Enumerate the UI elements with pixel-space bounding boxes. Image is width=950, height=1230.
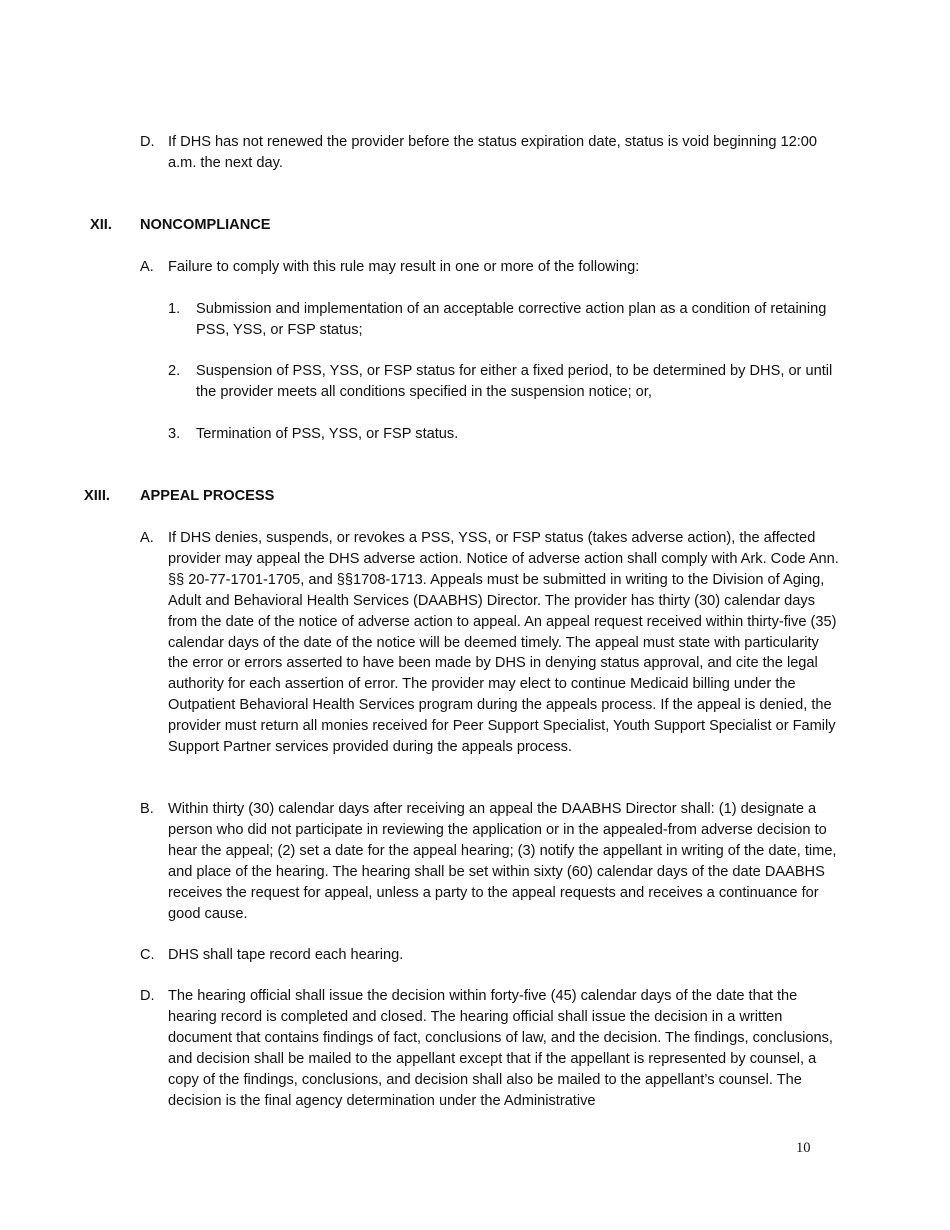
section-number: XIII. [84, 488, 110, 504]
list-item-text: Termination of PSS, YSS, or FSP status. [196, 426, 459, 442]
page-number: 10 [796, 1140, 811, 1156]
section-title: NONCOMPLIANCE [140, 217, 271, 233]
list-marker: B. [140, 801, 154, 817]
list-marker: D. [140, 988, 155, 1004]
list-marker: A. [140, 259, 154, 275]
list-item-text: The hearing official shall issue the decision within forty-five (45) calendar days of the date that the hearing record is completed and closed. The hearing official shall issue the decision in a written document that contains findings of fact, conclusions of law, and the decision. The findings, conclusions, and decision shall be mailed to the appellant except that if the appellant is represented by counsel, a copy of the findings, conclusions, and decision shall also be mailed to the appellant’s counsel. The decision is the final agency determination under the Administrative [168, 988, 833, 1109]
list-item-text: If DHS has not renewed the provider before the status expiration date, status is void beginning 12:00 a.m. the next day. [168, 134, 818, 171]
list-item-text: Suspension of PSS, YSS, or FSP status for either a fixed period, to be determined by DHS, or until the provider meets all conditions specified in the suspension notice; or, [196, 363, 833, 400]
list-marker: 1. [168, 301, 181, 317]
list-item-text: Submission and implementation of an acceptable corrective action plan as a condition of retaining PSS, YSS, or FSP status; [196, 301, 827, 338]
list-marker: 3. [168, 426, 181, 442]
list-item-text: If DHS denies, suspends, or revokes a PSS, YSS, or FSP status (takes adverse action), the affected provider may appeal the DHS adverse action. Notice of adverse action shall comply with Ark. Code Ann. §§ 20-77-1701-1705, and §§1708-1713. Appeals must be submitted in writing to the Division of Aging, Adult and Behavioral Health Services (DAABHS) Director. The provider has thirty (30) calendar days from the date of the notice of adverse action to appeal. An appeal request received within thirty-five (35) calendar days of the date of the notice will be deemed timely. The appeal must state with particularity the error or errors asserted to have been made by DHS in denying status approval, and cite the legal authority for each assertion of error. The provider may elect to continue Medicaid billing under the Outpatient Behavioral Health Services program during the appeals process. If the appeal is denied, the provider must return all monies received for Peer Support Specialist, Youth Support Specialist or Family Support Partner services provided during the appeals process. [168, 530, 839, 756]
list-marker: 2. [168, 363, 181, 379]
list-item-text: Within thirty (30) calendar days after receiving an appeal the DAABHS Director shall: (1) designate a person who did not participate in reviewing the application or in the appealed-from adverse decision to hear the appeal; (2) set a date for the appeal hearing; (3) notify the appellant in writing of the date, time, and place of the hearing. The hearing shall be set within sixty (60) calendar days of the date DAABHS receives the request for appeal, unless a party to the appeal requests and receives a continuance for good cause. [168, 801, 837, 922]
list-marker: C. [140, 947, 155, 963]
list-item-text: DHS shall tape record each hearing. [168, 947, 404, 963]
section-number: XII. [90, 217, 112, 233]
list-marker: A. [140, 530, 154, 546]
list-marker: D. [140, 134, 155, 150]
list-item-text: Failure to comply with this rule may result in one or more of the following: [168, 259, 640, 275]
section-title: APPEAL PROCESS [140, 488, 275, 504]
